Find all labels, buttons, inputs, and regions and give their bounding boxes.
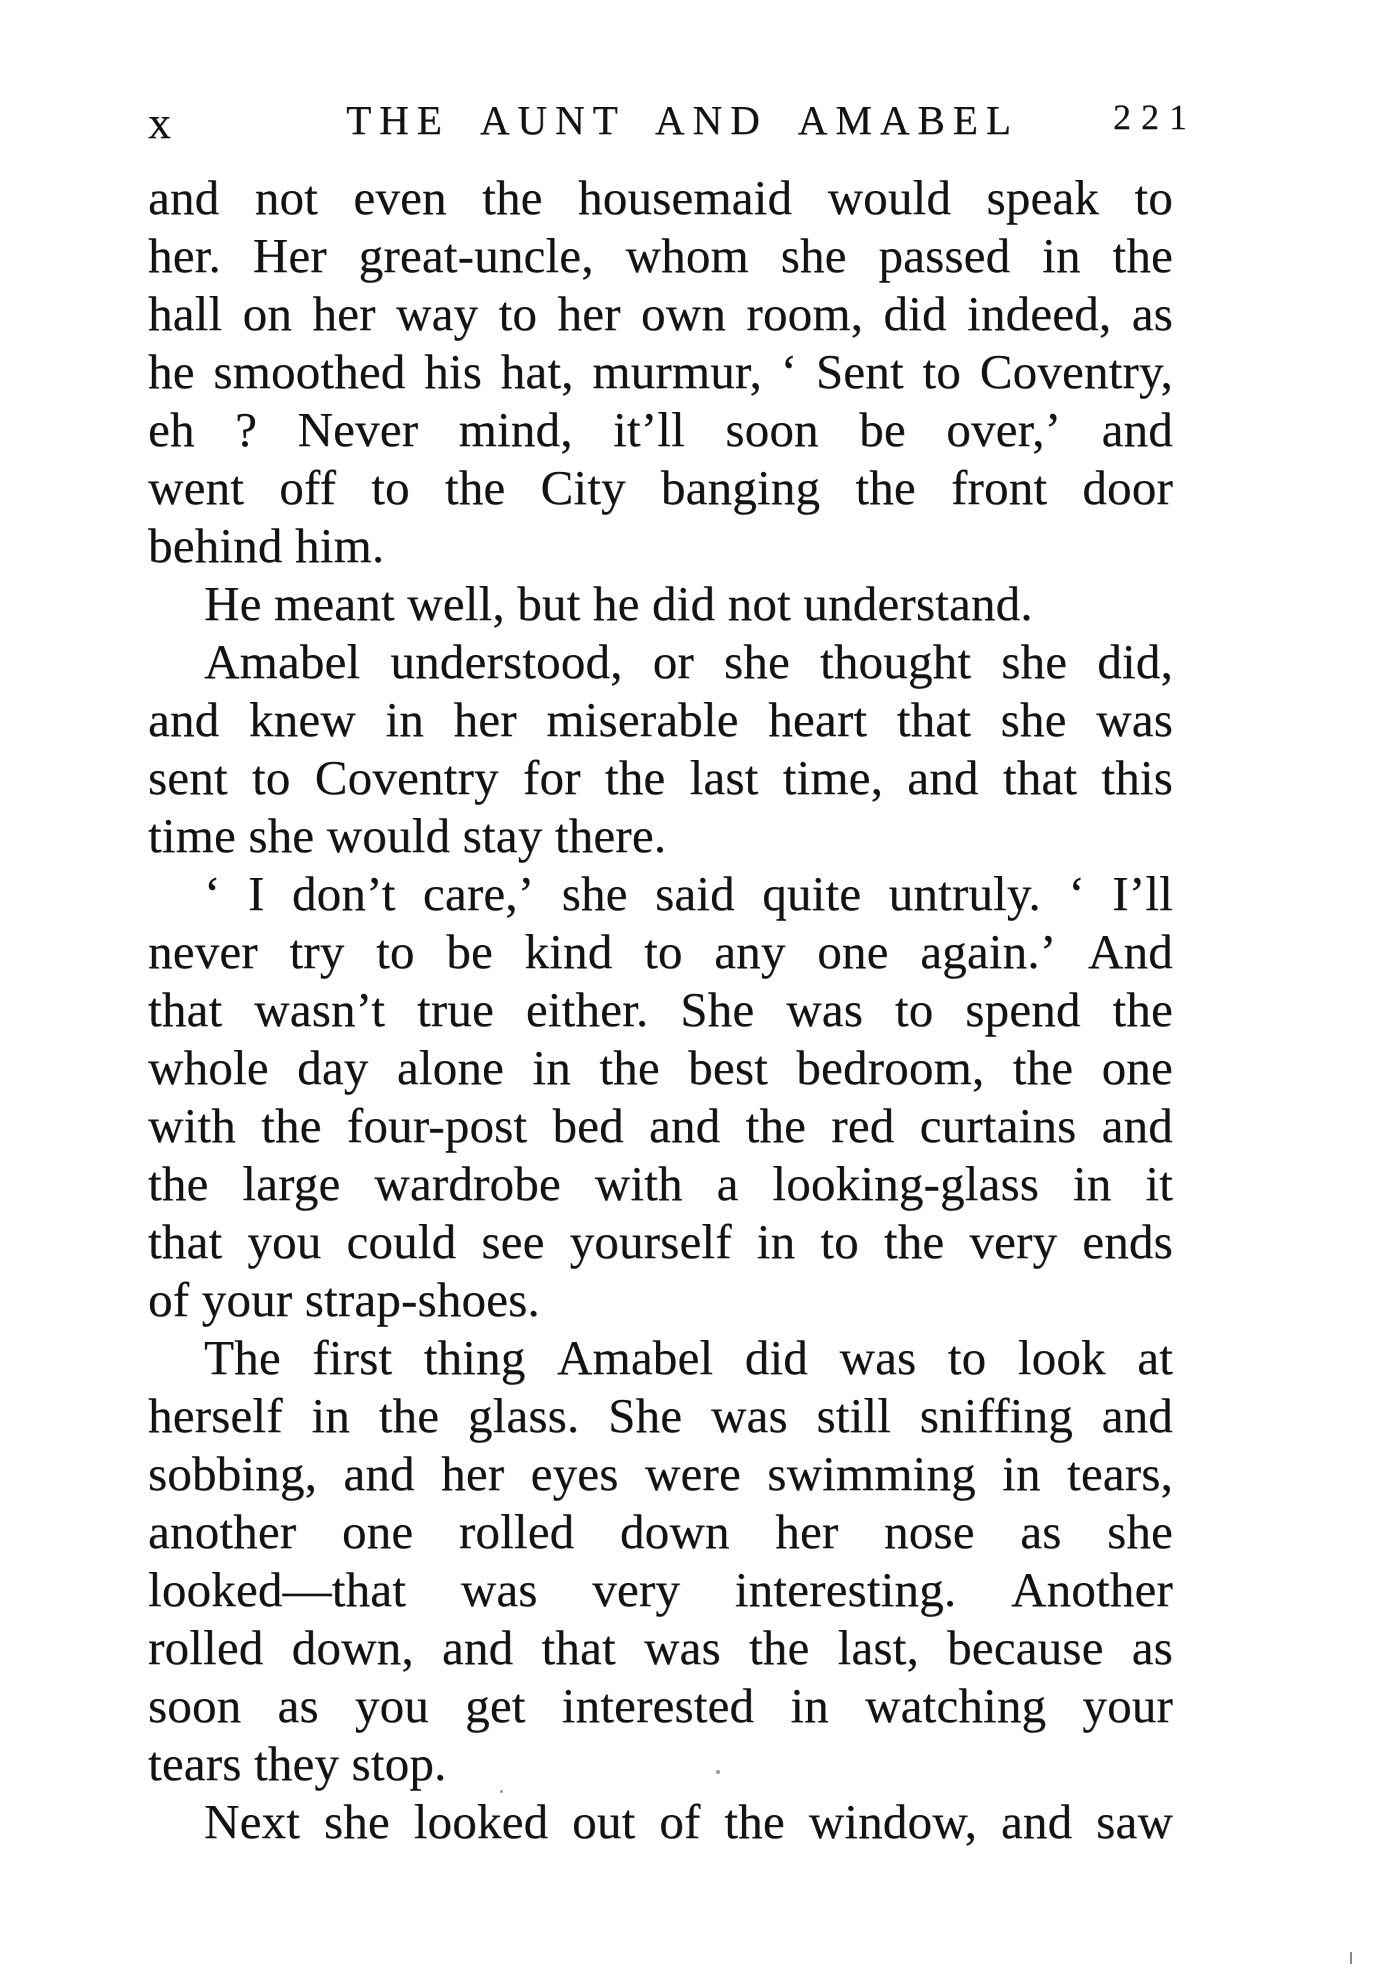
text-line: looked—that was very interesting. Another <box>148 1562 1173 1617</box>
text-line: time she would stay there. <box>148 808 667 863</box>
text-line: the large wardrobe with a looking-glass in it <box>148 1156 1173 1211</box>
text-line: whole day alone in the best bedroom, the one <box>148 1040 1173 1095</box>
text-line: behind him. <box>148 518 385 573</box>
text-line: he smoothed his hat, murmur, ‘ Sent to Coventry, <box>148 344 1173 399</box>
chapter-numeral: x <box>148 97 173 148</box>
text-line: that you could see yourself in to the very ends <box>148 1214 1173 1269</box>
page-header <box>148 96 1197 154</box>
text-line: never try to be kind to any one again.’ And <box>148 924 1173 979</box>
text-line: soon as you get interested in watching your <box>148 1678 1173 1733</box>
text-line: eh ? Never mind, it’ll soon be over,’ and <box>148 402 1173 457</box>
text-line: He meant well, but he did not understand. <box>204 576 1033 631</box>
page-number: 221 <box>1113 97 1197 137</box>
text-line: Amabel understood, or she thought she did, <box>204 634 1173 689</box>
text-line: sent to Coventry for the last time, and that this <box>148 750 1173 805</box>
text-line: of your strap-shoes. <box>148 1272 540 1327</box>
text-line: went off to the City banging the front door <box>148 460 1173 515</box>
body-text <box>148 169 1173 1851</box>
text-line: sobbing, and her eyes were swimming in tears, <box>148 1446 1173 1501</box>
scan-artifact-tick <box>1350 1952 1352 1964</box>
running-title: THE AUNT AND AMABEL <box>346 97 1019 143</box>
text-line: herself in the glass. She was still sniffing and <box>148 1388 1173 1443</box>
text-line: The first thing Amabel did was to look at <box>204 1330 1173 1385</box>
scan-speck <box>716 1770 720 1774</box>
text-line: and not even the housemaid would speak to <box>148 170 1173 225</box>
text-line: with the four-post bed and the red curtains and <box>148 1098 1173 1153</box>
text-line: tears they stop. <box>148 1736 447 1791</box>
text-line: and knew in her miserable heart that she was <box>148 692 1173 747</box>
text-line: ‘ I don’t care,’ she said quite untruly. ‘ I’ll <box>204 866 1173 921</box>
text-line: rolled down, and that was the last, because as <box>148 1620 1173 1675</box>
text-line: Next she looked out of the window, and saw <box>204 1794 1173 1849</box>
scan-speck <box>500 1790 503 1793</box>
text-line: that wasn’t true either. She was to spend the <box>148 982 1173 1037</box>
text-line: another one rolled down her nose as she <box>148 1504 1173 1559</box>
text-line: hall on her way to her own room, did indeed, as <box>148 286 1173 341</box>
text-line: her. Her great-uncle, whom she passed in the <box>148 228 1173 283</box>
